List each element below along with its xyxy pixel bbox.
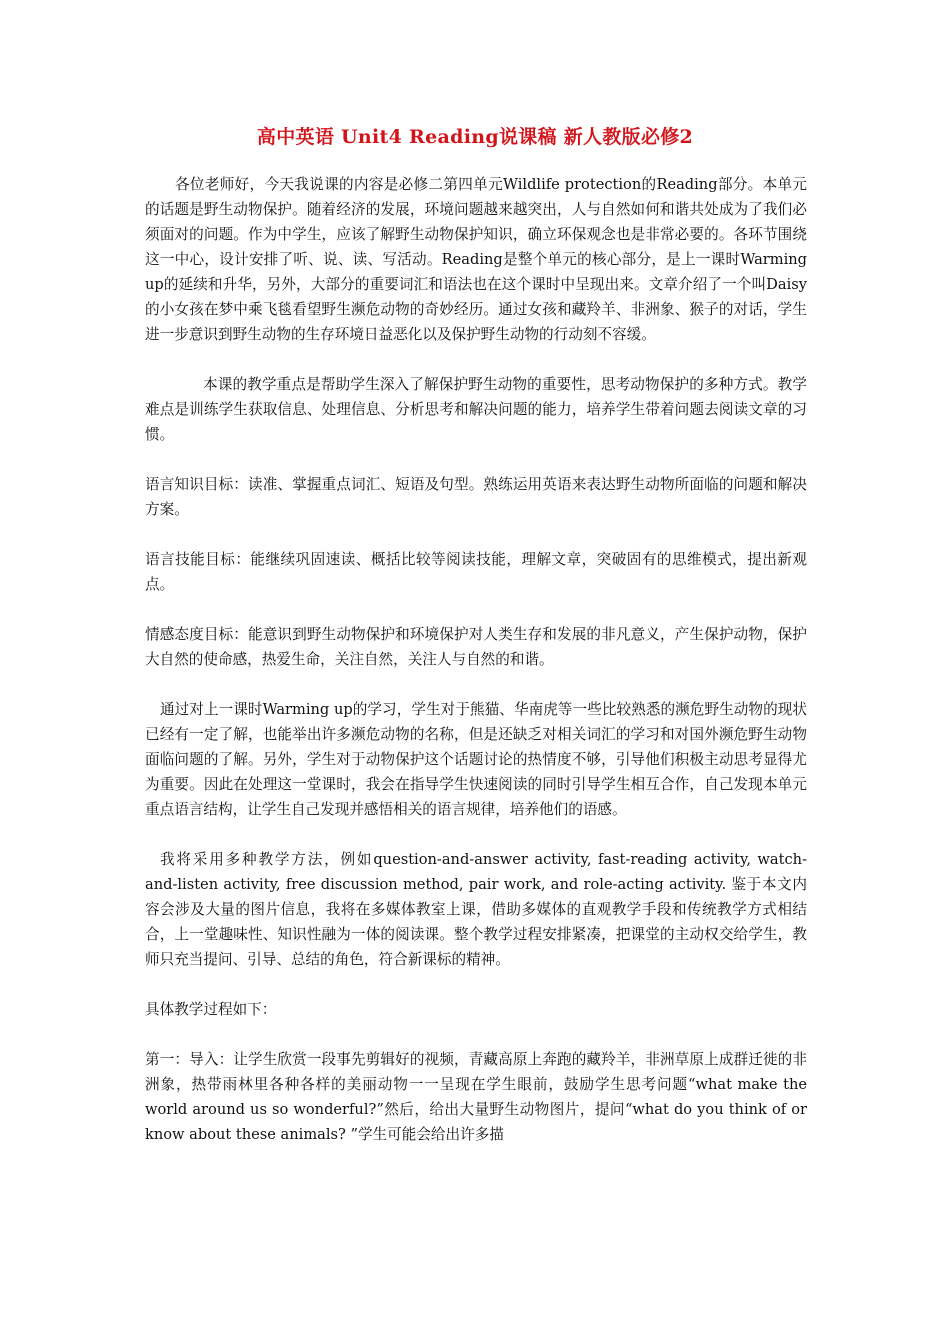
paragraph-gap <box>145 597 807 622</box>
paragraph-student-analysis: 通过对上一课时Warming up的学习，学生对于熊猫、华南虎等一些比较熟悉的濒危野生动物的现状已经有一定了解，也能举出许多濒危动物的名称，但是还缺乏对相关词汇的学习和对国外濒危野生动物面临问题的了解。另外，学生对于动物保护这个话题讨论的热情度不够，引导他们积极主动思考显得尤为重要。因此在处理这一堂课时，我会在指导学生快速阅读的同时引导学生相互合作，自己发现本单元重点语言结构，让学生自己发现并感悟相关的语言规律，培养他们的语感。 <box>145 701 807 818</box>
paragraph-introduction: 各位老师好，今天我说课的内容是必修二第四单元Wildlife protection的Reading部分。本单元的话题是野生动物保护。随着经济的发展，环境问题越来越突出，人与自然如何和谐共处成为了我们必须面对的问题。作为中学生，应该了解野生动物保护知识，确立环保观念也是非常必要的。各环节围绕这一中心，设计安排了听、说、读、写活动。Reading是整个单元的核心部分，是上一课时Warming up的延续和升华，另外，大部分的重要词汇和语法也在这个课时中呈现出来。文章介绍了一个叫Daisy的小女孩在梦中乘飞毯看望野生濒危动物的奇妙经历。通过女孩和藏羚羊、非洲象、猴子的对话，学生进一步意识到野生动物的生存环境日益恶化以及保护野生动物的行动刻不容缓。 <box>145 176 807 343</box>
paragraph-gap <box>145 447 807 472</box>
paragraph-gap <box>145 1022 807 1047</box>
paragraph-process-heading: 具体教学过程如下： <box>145 1001 277 1018</box>
document-title: 高中英语 Unit4 Reading说课稿 新人教版必修2 <box>256 126 694 148</box>
paragraph-gap <box>145 672 807 697</box>
paragraph-gap <box>145 822 807 847</box>
document-body <box>145 172 807 1147</box>
paragraph-skill-goal: 语言技能目标：能继续巩固速读、概括比较等阅读技能，理解文章，突破固有的思维模式，提出新观点。 <box>145 551 807 593</box>
paragraph-gap <box>145 522 807 547</box>
paragraph-knowledge-goal: 语言知识目标：读准、掌握重点词汇、短语及句型。熟练运用英语来表达野生动物所面临的问题和解决方案。 <box>145 476 807 518</box>
paragraph-gap <box>145 347 807 372</box>
paragraph-key-points: 本课的教学重点是帮助学生深入了解保护野生动物的重要性，思考动物保护的多种方式。教学难点是训练学生获取信息、处理信息、分析思考和解决问题的能力，培养学生带着问题去阅读文章的习惯。 <box>145 376 807 443</box>
paragraph-emotion-goal: 情感态度目标：能意识到野生动物保护和环境保护对人类生存和发展的非凡意义，产生保护动物，保护大自然的使命感，热爱生命，关注自然，关注人与自然的和谐。 <box>145 626 807 668</box>
paragraph-teaching-methods: 我将采用多种教学方法，例如question-and-answer activity, fast-reading activity, watch-and-listen activity, free discussion method, pair work, and role-acting activity. 鉴于本文内容会涉及大量的图片信息，我将在多媒体教室上课，借助多媒体的直观教学手段和传统教学方式相结合，上一堂趣味性、知识性融为一体的阅读课。整个教学过程安排紧凑，把课堂的主动权交给学生，教师只充当提问、引导、总结的角色，符合新课标的精神。 <box>145 851 807 968</box>
paragraph-gap <box>145 972 807 997</box>
paragraph-step-one: 第一：导入：让学生欣赏一段事先剪辑好的视频，青藏高原上奔跑的藏羚羊，非洲草原上成群迁徙的非洲象，热带雨林里各种各样的美丽动物一一呈现在学生眼前，鼓励学生思考问题“what make the world around us so wonderful?”然后，给出大量野生动物图片，提问“what do you think of or know about these animals? ”学生可能会给出许多描 <box>145 1051 807 1143</box>
